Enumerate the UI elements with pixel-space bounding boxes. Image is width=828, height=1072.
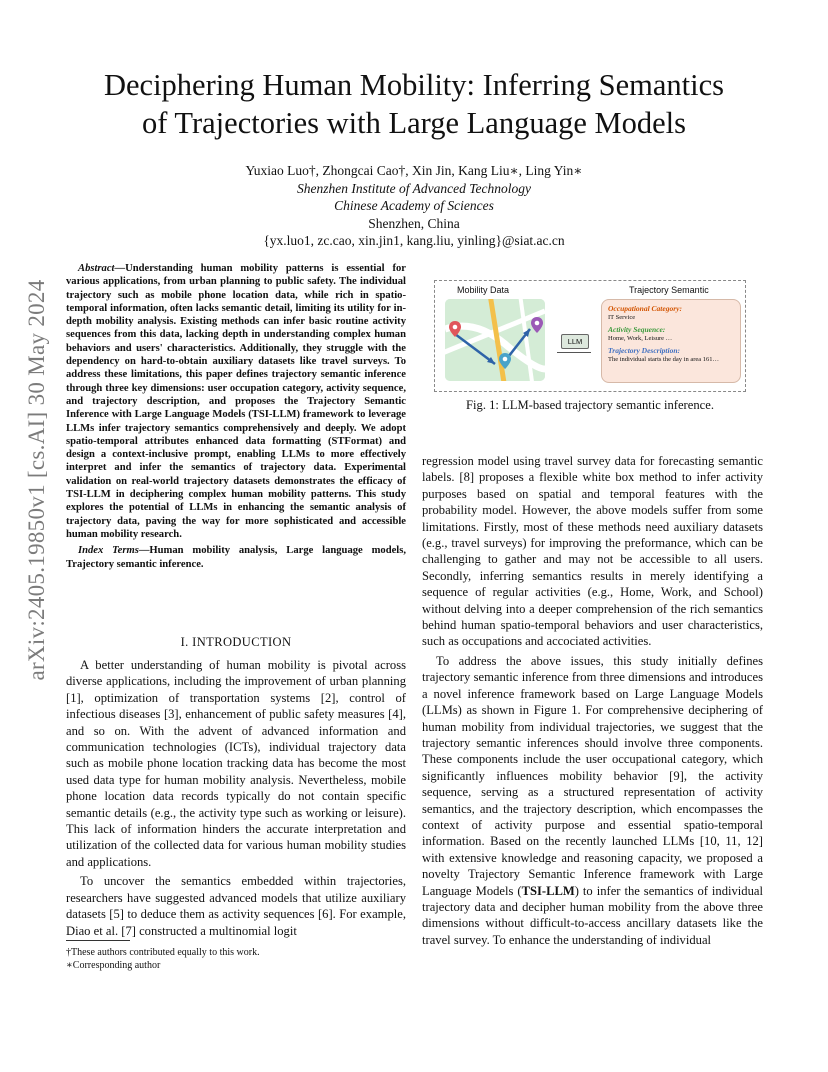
framework-acronym: TSI-LLM <box>521 883 575 898</box>
author-names: Yuxiao Luo†, Zhongcai Cao†, Xin Jin, Kang Liu∗, Ling Yin∗ <box>245 163 583 178</box>
arrow-icon <box>557 352 591 353</box>
abstract <box>66 262 406 541</box>
affiliation-academy: Chinese Academy of Sciences <box>334 198 494 213</box>
activity-sequence-value: Home, Work, Leisure … <box>608 335 673 342</box>
trajectory-description-value: The individual starts the day in area 161… <box>608 356 720 363</box>
right-paragraph-2 <box>422 653 763 948</box>
right-paragraph-2-part-a: To address the above issues, this study initially defines trajectory semantic inference from three dimensions and introduces a novel inference framework based on Large Language Models (LLMs) as shown in Figure 1. For comprehensive deciphering of human mobility from individual trajectories, we suggest that the trajectory semantic inferences should involve three components. These components include the user occupational category, which significantly influences mobility behavior [9], the activity sequence, serving as a structured representation of activity semantics, and the trajectory description, which encompasses the context of activity purpose and essential spatio-temporal information. Based on the recently launched LLMs [10, 11, 12] with extensive knowledge and reasoning capacity, we proposed a novelty <box>422 653 763 882</box>
intro-paragraph-1: A better understanding of human mobility is pivotal across diverse applications, including the improvement of urban planning [1], optimization of transportation systems [2], control of infectious diseases [3], enhancement of public safety measures [4], and so on. With the advent of advanced information and communication technologies (ICTs), individual trajectory data such as mobile phone location tracking data has become the most used data type for human mobility analysis. Nevertheless, mobile phone location data records typically do not contain specific semantic details (e.g., the activity type such as working or leisure). This lack of information hinders the accurate interpretation and utilization of the collected data for various human mobility studies and applications. <box>66 658 406 869</box>
location-pin-icon <box>531 317 543 333</box>
figure-label-mobility-data: Mobility Data <box>457 285 510 295</box>
framework-name: Trajectory Semantic Inference framework with Large Language Models <box>422 867 763 898</box>
location-pin-icon <box>449 321 461 337</box>
trajectory-description-heading: Trajectory Description: <box>608 346 681 355</box>
right-paragraph-2-part-e: ) to infer the semantics of individual trajectory data and decipher human mobility from the above three dimensions without difficult-to-access ancillary datasets like the travel survey. To enhance the understanding of individual <box>422 883 763 947</box>
footnote-equal-contribution: †These authors contributed equally to this work. <box>66 947 260 958</box>
arxiv-identifier: arXiv:2405.19850v1 [cs.AI] 30 May 2024 <box>24 279 49 681</box>
footnotes <box>66 946 406 972</box>
title-line-1: Deciphering Human Mobility: Inferring Semantics <box>103 68 725 102</box>
activity-sequence-heading: Activity Sequence: <box>608 325 666 334</box>
right-paragraph-2-part-c: ( <box>513 883 522 898</box>
affiliation-institute: Shenzhen Institute of Advanced Technology <box>297 180 531 196</box>
semantic-output-panel <box>601 299 741 383</box>
abstract-lead: Abstract <box>78 263 115 274</box>
figure-1 <box>434 280 746 392</box>
intro-paragraph-2: To uncover the semantics embedded within trajectories, researchers have suggested advanced models that utilize auxiliary datasets [5] to deduce them as activity sequences [6]. For example, Diao et al. [7] constructed a multinomial logit <box>66 874 406 938</box>
paper-title <box>60 66 768 142</box>
location-pin-icon <box>499 353 511 369</box>
title-line-2: of Trajectories with Large Language Models <box>141 106 687 140</box>
affiliation-city: Shenzhen, China <box>368 215 460 231</box>
arxiv-stamp <box>20 279 54 681</box>
introduction-text <box>66 657 406 942</box>
index-terms <box>66 544 406 571</box>
author-block <box>60 162 768 250</box>
llm-box: LLM <box>561 334 589 349</box>
footnote-corresponding: ∗Corresponding author <box>66 960 161 971</box>
index-terms-lead: Index Terms <box>78 545 139 557</box>
footnote-divider <box>66 940 130 941</box>
map-graphic <box>445 299 545 381</box>
occupational-category-value: IT Service <box>608 314 636 321</box>
author-emails: {yx.luo1, zc.cao, xin.jin1, kang.liu, yinling}@siat.ac.cn <box>263 233 565 248</box>
abstract-block <box>66 262 406 571</box>
figure-caption: Fig. 1: LLM-based trajectory semantic inference. <box>466 398 714 412</box>
abstract-body: —Understanding human mobility patterns is essential for various applications, from urban planning to public safety. The individual trajectory such as mobile phone location data, while rich in spatio-temporal information, often lacks semantic detail, limiting its utility for in-depth mobility analysis. Existing methods can infer basic routine activity sequences from this data, lacking depth in understanding complex human behaviors and users' characteristics. Additionally, they struggle with the dependency on hard-to-obtain auxiliary datasets like travel surveys. To address these limitations, this paper defines trajectory semantic inference through three key dimensions: user occupation category, activity sequence, and trajectory description, and proposes the Trajectory Semantic Inference with Large Language Models (TSI-LLM) framework to leverage LLMs infer trajectory semantics comprehensively and deeply. We adopt spatio-temporal attributes enhanced data formatting (STFormat) and design a context-inclusive prompt, enabling LLMs to more effectively interpret and infer the semantics of trajectory data. Experimental validation on real-world trajectory datasets demonstrates the efficacy of TSI-LLM in deciphering complex human mobility patterns. This study explores the potential of LLMs in enhancing the semantic analysis of trajectory data, paving the way for more sophisticated and accessible human mobility research. <box>66 263 406 540</box>
occupational-category-heading: Occupational Category: <box>608 304 682 313</box>
mobility-map-illustration <box>445 299 545 381</box>
index-terms-body: —Human mobility analysis, Large language models, Trajectory semantic inference. <box>66 545 406 570</box>
right-paragraph-1: regression model using travel survey data for forecasting semantic labels. [8] proposes a flexible white box method to infer activity purposes based on spatial and temporal features with the probability model. However, the above models suffer from some limitations. Firstly, most of these methods need auxiliary datasets (e.g., travel surveys) for improving the preformance, which can be challenging to gather and may not be accessible to all users. Secondly, inferring semantics results in merely identifying a sequence of regular activities (e.g., Home, Work, and School) without delving into a deeper comprehension of the rich semantics behind human spatio-temporal behaviors and user characteristics, such as occupations and accociated activities. <box>422 454 763 649</box>
section-heading-introduction: I. INTRODUCTION <box>180 635 292 649</box>
figure-label-trajectory-semantic: Trajectory Semantic <box>629 285 709 295</box>
right-column-text <box>422 453 763 951</box>
